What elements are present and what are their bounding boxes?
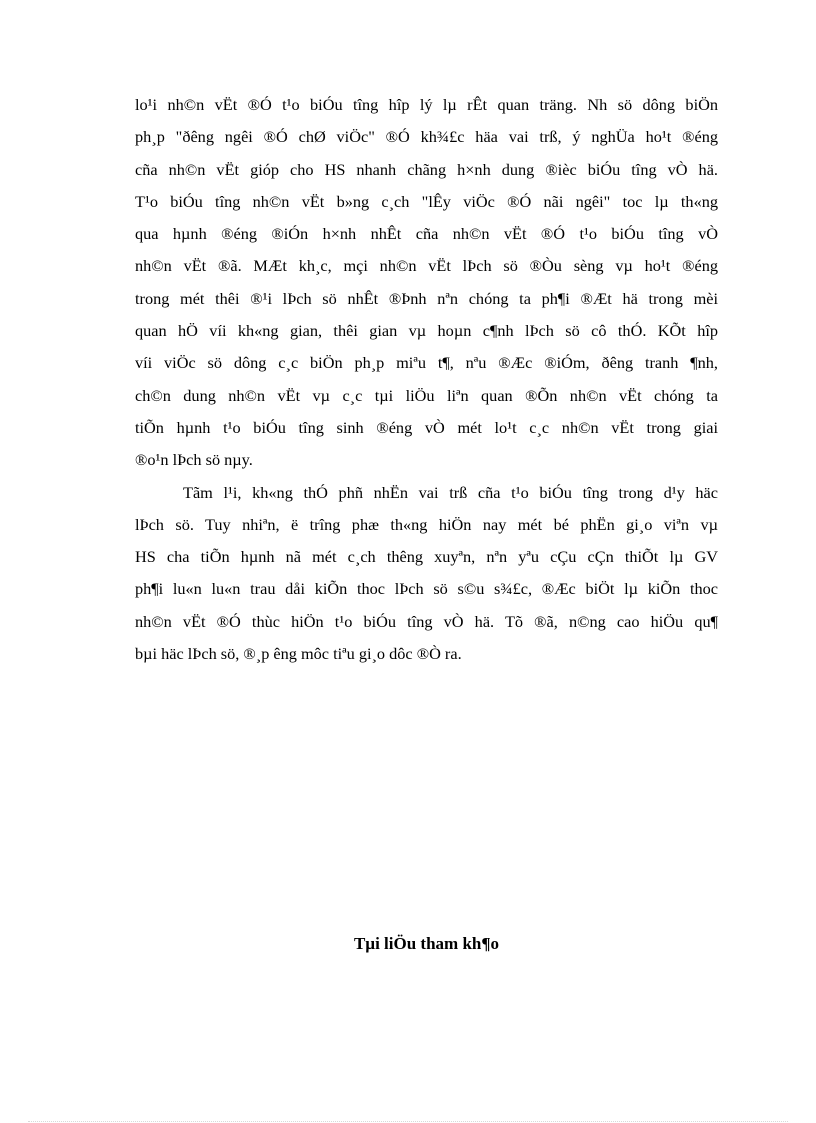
text-line: trong mét thêi ®¹i lÞch sö nhÊt ®Þnh nªn chóng ta ph¶i ®Æt hä trong mèi bbox=[135, 288, 718, 308]
body-text bbox=[135, 89, 718, 670]
text-line: ph¸p "ðêng ngêi ®Ó chØ viÖc" ®Ó kh¾£c häa vai trß, ý nghÜa ho¹t ®éng bbox=[135, 127, 718, 147]
text-line: Tãm l¹i, kh«ng thÓ phñ nhËn vai trß cña t¹o biÓu tîng trong d¹y häc bbox=[183, 482, 718, 502]
text-line: ph¶i lu«n lu«n trau dåi kiÕn thoc lÞch sö s©u s¾£c, ®Æc biÖt lµ kiÕn thoc bbox=[135, 579, 718, 599]
text-line: HS cha tiÕn hµnh nã mét c¸ch thêng xuyªn, nªn yªu cÇu cÇn thiÕt lµ GV bbox=[135, 547, 718, 567]
paragraph-1 bbox=[135, 89, 718, 477]
text-line: víi viÖc sö dông c¸c biÖn ph¸p miªu t¶, nªu ®Æc ®iÓm, ðêng tranh ¶nh, bbox=[135, 353, 718, 373]
text-line: lo¹i nh©n vËt ®Ó t¹o biÓu tîng hîp lý lµ rÊt quan träng. Nh sö dông biÖn bbox=[135, 95, 718, 114]
paragraph-2 bbox=[135, 477, 718, 671]
text-line: T¹o biÓu tîng nh©n vËt b»ng c¸ch "lÊy viÖc ®Ó nãi ngêi" toc lµ th«ng bbox=[135, 191, 718, 211]
text-line: nh©n vËt ®ã. MÆt kh¸c, mçi nh©n vËt lÞch sö ®Òu sèng vµ ho¹t ®éng bbox=[135, 256, 718, 276]
page-bottom-divider bbox=[28, 1121, 788, 1122]
text-line: cña nh©n vËt gióp cho HS nhanh chãng h×nh dung ®ièc biÓu tîng vÒ hä. bbox=[135, 159, 718, 179]
text-line: bµi häc lÞch sö, ®¸p êng môc tiªu gi¸o dôc ®Ò ra. bbox=[135, 644, 462, 664]
references-heading: Tµi liÖu tham kh¶o bbox=[353, 934, 500, 953]
text-line: quan hÖ víi kh«ng gian, thêi gian vµ hoµn c¶nh lÞch sö cô thÓ. KÕt hîp bbox=[135, 321, 718, 341]
text-line: nh©n vËt ®Ó thùc hiÖn t¹o biÓu tîng vÒ hä. Tõ ®ã, n©ng cao hiÖu qu¶ bbox=[135, 611, 718, 631]
text-line: qua hµnh ®éng ®iÓn h×nh nhÊt cña nh©n vËt ®Ó t¹o biÓu tîng vÒ bbox=[135, 224, 718, 244]
text-line: ch©n dung nh©n vËt vµ c¸c tµi liÖu liªn quan ®Õn nh©n vËt chóng ta bbox=[135, 385, 718, 405]
text-line: tiÕn hµnh t¹o biÓu tîng sinh ®éng vÒ mét lo¹t c¸c nh©n vËt trong giai bbox=[135, 417, 718, 437]
text-line: ®o¹n lÞch sö nµy. bbox=[135, 450, 253, 470]
text-line: lÞch sö. Tuy nhiªn, ë trîng phæ th«ng hiÖn nay mét bé phËn gi¸o viªn vµ bbox=[135, 514, 718, 534]
